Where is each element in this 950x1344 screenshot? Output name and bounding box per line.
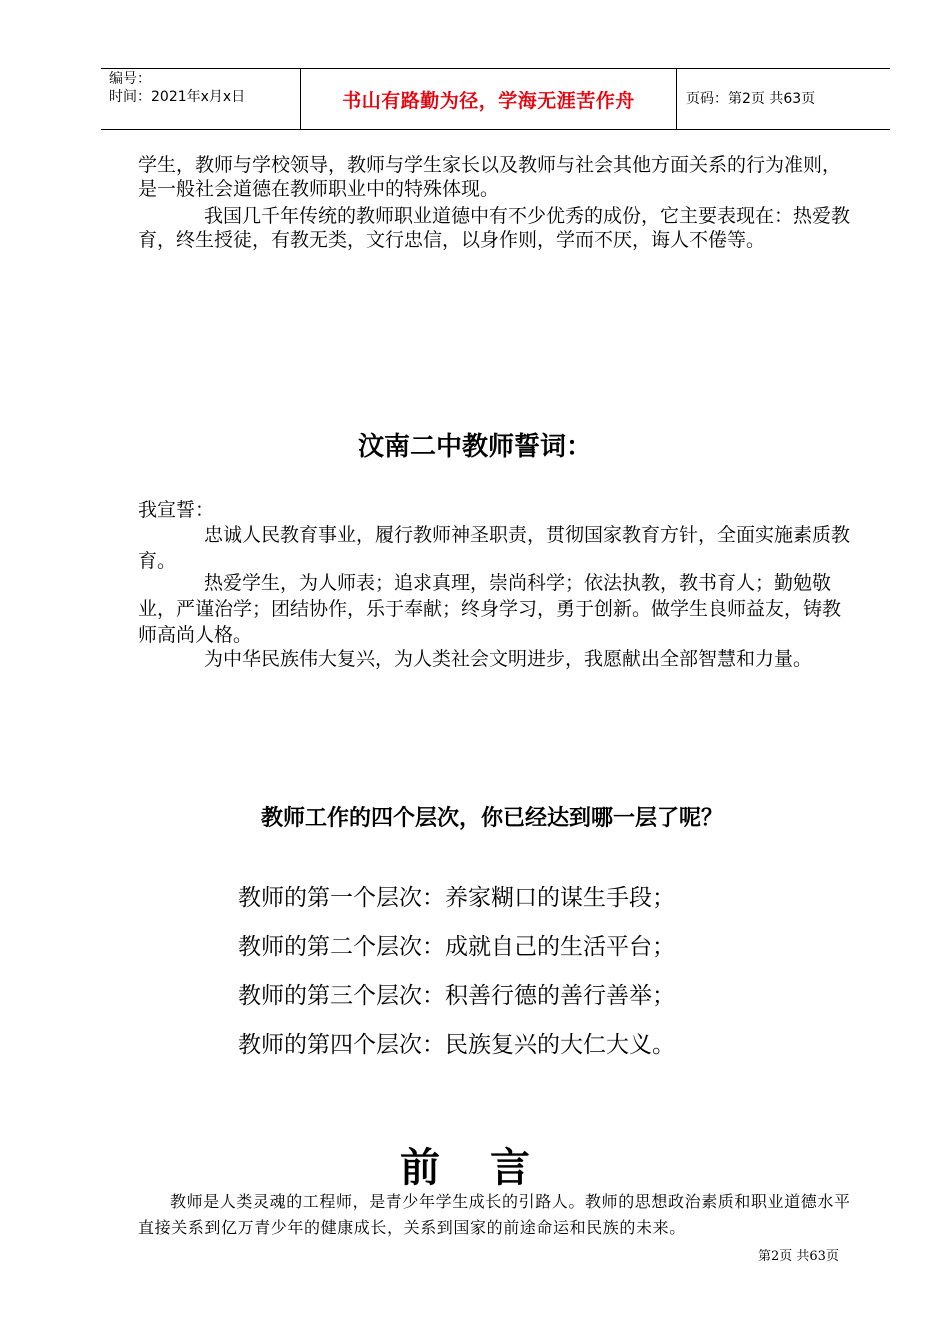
preface-title: 前言: [400, 1144, 580, 1191]
header-motto: 书山有路勤为径，学海无涯苦作舟: [342, 89, 635, 112]
level-item-2: 教师的第二个层次：成就自己的生活平台；: [238, 934, 675, 960]
header-page-cell: [676, 69, 890, 129]
level-item-3: 教师的第三个层次：积善行德的善行善举；: [238, 983, 675, 1009]
oath-paragraph-3: 为中华民族伟大复兴，为人类社会文明进步，我愿献出全部智慧和力量。: [204, 648, 813, 670]
header-meta-cell: [101, 69, 300, 129]
header-motto-cell: [300, 69, 677, 129]
header-page-info: 页码：第2页 共63页: [686, 90, 816, 107]
footer-page-info: 第2页 共63页: [758, 1249, 839, 1264]
page-header: [101, 68, 890, 130]
level-item-4: 教师的第四个层次：民族复兴的大仁大义。: [238, 1032, 675, 1058]
document-time-label: 时间：2021年x月x日: [109, 89, 246, 105]
oath-paragraph-2: 热爱学生，为人师表；追求真理，崇尚科学；依法执教，教书育人；勤勉敬业，严谨治学；团结协作，乐于奉献；终身学习，勇于创新。做学生良师益友，铸教师高尚人格。: [138, 572, 842, 646]
level-item-1: 教师的第一个层次：养家糊口的谋生手段；: [238, 885, 675, 911]
preface-text: 教师是人类灵魂的工程师，是青少年学生成长的引路人。教师的思想政治素质和职业道德水平直接关系到亿万青少年的健康成长，关系到国家的前途命运和民族的未来。: [138, 1192, 851, 1237]
oath-intro: 我宣誓：: [138, 499, 215, 521]
levels-title: 教师工作的四个层次，你已经达到哪一层了呢？: [260, 806, 723, 831]
levels-list: [238, 874, 675, 1070]
intro-paragraph-2: 我国几千年传统的教师职业道德中有不少优秀的成份，它主要表现在：热爱教育，终生授徒，有教无类，文行忠信，以身作则，学而不厌，诲人不倦等。: [138, 205, 851, 251]
oath-title: 汶南二中教师誓词：: [357, 432, 592, 462]
document-code-label: 编号：: [109, 71, 151, 87]
oath-paragraph-1: 忠诚人民教育事业，履行教师神圣职责，贯彻国家教育方针，全面实施素质教育。: [138, 524, 851, 572]
intro-paragraph-1: 学生，教师与学校领导，教师与学生家长以及教师与社会其他方面关系的行为准则，是一般社会道德在教师职业中的特殊体现。: [138, 154, 842, 200]
